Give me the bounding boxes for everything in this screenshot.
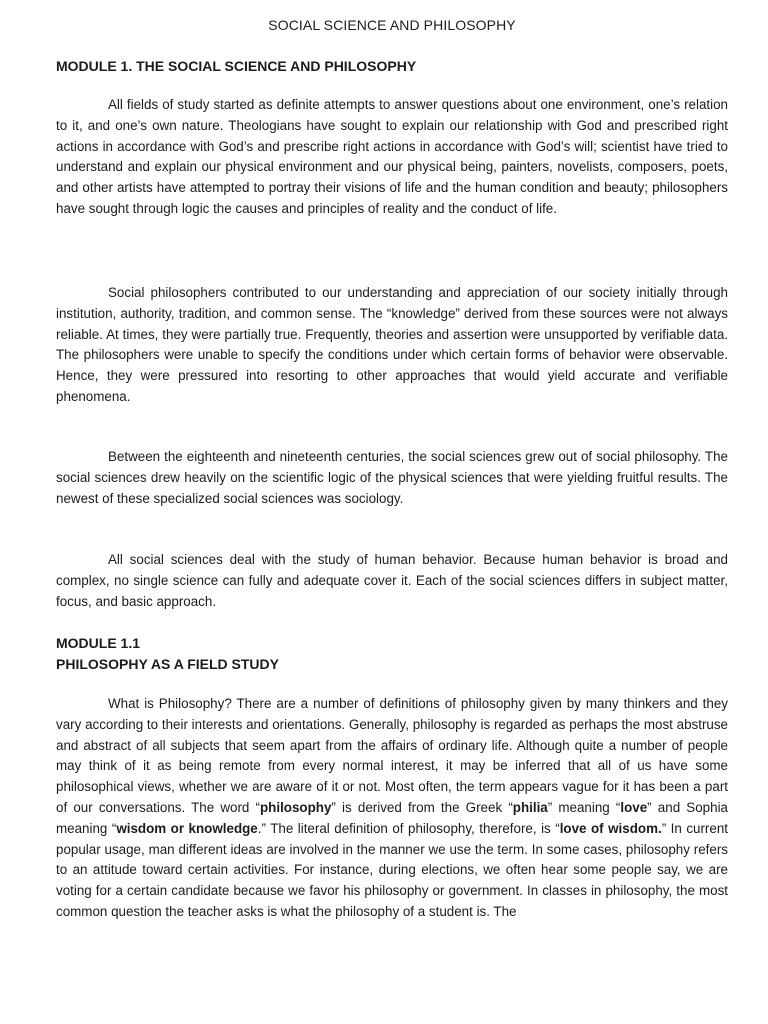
module-1-heading: MODULE 1. THE SOCIAL SCIENCE AND PHILOSOPHY	[56, 58, 417, 74]
module-1-1-paragraph-1	[56, 694, 728, 923]
module-1-paragraph-4: All social sciences deal with the study of human behavior. Because human behavior is broad and complex, no single science can fully and adequate cover it. Each of the social sciences differs in subject matter, focus, and basic approach.	[56, 552, 728, 609]
module-1-paragraph-2: Social philosophers contributed to our understanding and appreciation of our society initially through institution, authority, tradition, and common sense. The “knowledge” derived from these sources were not always reliable. At times, they were partially true. Frequently, theories and assertion were unsupported by verifiable data. The philosophers were unable to specify the conditions under which certain forms of behavior were observable. Hence, they were pressured into resorting to other approaches that would yield accurate and verifiable phenomena.	[56, 285, 728, 404]
paragraph-text: What is Philosophy? There are a number of definitions of philosophy given by many thinkers and they vary according to their interests and orientations. Generally, philosophy is regarded as perhaps the most abstruse and abstract of all subjects that seem apart from the affairs of ordinary life. Although quite a number of people may think of it as being remote from every normal interest, it may be inferred that all of us have some philosophical views, whether we are aware of it or not. Most often, the term appears vague for it has been a part of our conversations. The word “	[56, 696, 728, 815]
paragraph-text: ” and Sophia meaning “	[56, 799, 728, 836]
term-wisdom-or-knowledge: wisdom or knowledge	[116, 820, 258, 836]
term-philia: philia	[512, 799, 548, 815]
paragraph-text: ” is derived from the Greek “	[331, 799, 513, 815]
term-love-of-wisdom: love of wisdom.	[559, 820, 662, 836]
term-philosophy: philosophy	[260, 799, 332, 815]
module-1-paragraph-3: Between the eighteenth and nineteenth centuries, the social sciences grew out of social philosophy. The social sciences drew heavily on the scientific logic of the physical sciences that were yielding fruitful results. The newest of these specialized social sciences was sociology.	[56, 449, 728, 506]
module-1-1-heading	[56, 633, 728, 675]
module-1-1-heading-number: MODULE 1.1	[56, 635, 141, 651]
paragraph-text: ” In current popular usage, man different ideas are involved in the manner we use the term. In some cases, philosophy refers to an attitude toward certain activities. For instance, during elections, we often hear some people say, we are voting for a certain candidate because we favor his philosophy or government. In classes in philosophy, the most common question the teacher asks is what the philosophy of a student is. The	[56, 820, 728, 919]
term-love: love	[620, 799, 648, 815]
module-1-1-heading-title: PHILOSOPHY AS A FIELD STUDY	[56, 656, 279, 672]
paragraph-text: ” meaning “	[547, 799, 621, 815]
paragraph-text: .” The literal definition of philosophy, therefore, is “	[257, 820, 560, 836]
document-title: SOCIAL SCIENCE AND PHILOSOPHY	[268, 17, 516, 33]
module-1-paragraph-1: All fields of study started as definite attempts to answer questions about one environment, one’s relation to it, and one’s own nature. Theologians have sought to explain our relationship with God and prescribed right actions in accordance with God’s and prescribe right actions in accordance with God’s will; scientist have tried to understand and explain our physical environment and our physical being, painters, novelists, composers, poets, and other artists have attempted to portray their visions of life and the human condition and beauty; philosophers have sought through logic the causes and principles of reality and the conduct of life.	[56, 97, 728, 216]
